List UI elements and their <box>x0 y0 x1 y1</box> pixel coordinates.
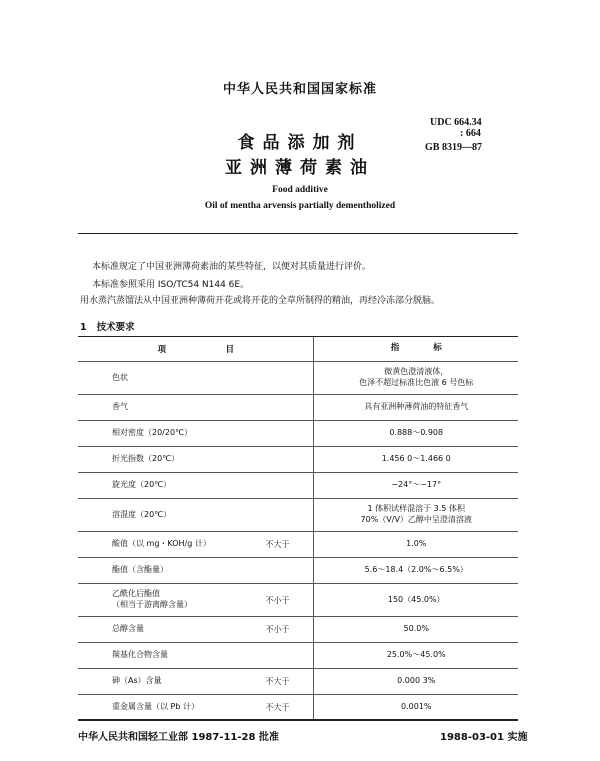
row-item: 香气 <box>78 395 260 421</box>
row-item: 旋光度（20℃） <box>78 473 260 499</box>
technical-requirements-table <box>78 336 518 721</box>
approval-text: 中华人民共和国轻工业部 1987-11-28 批准 <box>78 732 279 743</box>
table-row <box>78 473 518 499</box>
row-limit: 不大于 <box>260 532 314 558</box>
table-row <box>78 695 518 721</box>
row-value: 0.000 3% <box>314 669 518 695</box>
header-divider <box>78 233 518 234</box>
udc-code <box>430 117 482 128</box>
row-limit <box>260 362 314 395</box>
row-value: 微黄色澄清液体， 色泽不超过标准比色液 6 号色标 <box>314 362 518 395</box>
row-value: 1.456 0～1.466 0 <box>314 447 518 473</box>
row-item: 酯值（含酯量） <box>78 558 260 584</box>
paragraph-scope: 本标准规定了中国亚洲薄荷素油的某些特征，以便对其质量进行评价。 <box>92 262 372 272</box>
udc-value: 664.34 <box>454 117 482 128</box>
row-value: 0.888～0.908 <box>314 421 518 447</box>
row-value: 5.6～18.4（2.0%～6.5%） <box>314 558 518 584</box>
section-heading <box>80 319 135 333</box>
table-row <box>78 447 518 473</box>
gb-label: GB <box>425 142 440 153</box>
table-header-item: 项 目 <box>78 337 314 362</box>
row-item: 酸值（以 mg・KOH/g 计） <box>78 532 260 558</box>
row-limit <box>260 421 314 447</box>
row-limit: 不大于 <box>260 669 314 695</box>
title-zh-line1: 食品添加剂 <box>237 133 363 153</box>
row-item: 乙酰化后酯值 （相当于游离醇含量） <box>78 584 260 617</box>
title-en-line2: Oil of mentha arvensis partially dementholized <box>204 201 396 211</box>
row-limit <box>260 643 314 669</box>
table-row <box>78 395 518 421</box>
row-value: −24°～−17° <box>314 473 518 499</box>
table-row <box>78 558 518 584</box>
row-item: 溶混度（20℃） <box>78 499 260 532</box>
row-item: 折光指数（20℃） <box>78 447 260 473</box>
gb-number: 8319—87 <box>441 142 482 153</box>
effective-date: 1988-03-01 实施 <box>440 732 528 743</box>
row-limit <box>260 499 314 532</box>
table-header-value: 指 标 <box>314 337 518 362</box>
table-row <box>78 362 518 395</box>
table-row <box>78 532 518 558</box>
row-item: 砷（As）含量 <box>78 669 260 695</box>
udc-label: UDC <box>430 117 452 128</box>
paragraph-definition: 用水蒸汽蒸馏法从中国亚洲种薄荷开花或将开花的全草所制得的精油，再经冷冻部分脱脑。 <box>80 296 441 306</box>
table-row <box>78 669 518 695</box>
row-limit <box>260 558 314 584</box>
row-limit <box>260 447 314 473</box>
row-limit: 不大于 <box>260 695 314 721</box>
table-row <box>78 643 518 669</box>
title-zh-line2: 亚洲薄荷素油 <box>225 158 375 178</box>
paragraph-reference: 本标准参照采用 ISO/TC54 N144 6E。 <box>92 280 250 290</box>
table-row <box>78 499 518 532</box>
row-value: 25.0%～45.0% <box>314 643 518 669</box>
row-value: 1.0% <box>314 532 518 558</box>
table-header-row <box>78 337 518 362</box>
row-limit <box>260 473 314 499</box>
table-row <box>78 617 518 643</box>
row-value: 具有亚洲种薄荷油的特征香气 <box>314 395 518 421</box>
row-limit: 不小于 <box>260 584 314 617</box>
row-limit <box>260 395 314 421</box>
row-item: 色状 <box>78 362 260 395</box>
footer-divider <box>78 719 518 720</box>
title-en-line1: Food additive <box>272 185 328 195</box>
row-item: 相对密度（20/20℃） <box>78 421 260 447</box>
row-value: 0.001% <box>314 695 518 721</box>
row-item: 总醇含量 <box>78 617 260 643</box>
national-standard-title: 中华人民共和国国家标准 <box>222 82 377 97</box>
udc-value-continued: : 664 <box>460 128 481 139</box>
row-item: 重金属含量（以 Pb 计） <box>78 695 260 721</box>
table-row <box>78 421 518 447</box>
row-item: 羰基化合物含量 <box>78 643 260 669</box>
row-value: 1 体积试样混溶于 3.5 体积 70%（V/V）乙醇中呈澄清溶液 <box>314 499 518 532</box>
row-value: 150（45.0%） <box>314 584 518 617</box>
row-limit: 不小于 <box>260 617 314 643</box>
section-title: 技术要求 <box>96 322 135 333</box>
section-number: 1 <box>80 322 87 333</box>
table-row <box>78 584 518 617</box>
row-value: 50.0% <box>314 617 518 643</box>
